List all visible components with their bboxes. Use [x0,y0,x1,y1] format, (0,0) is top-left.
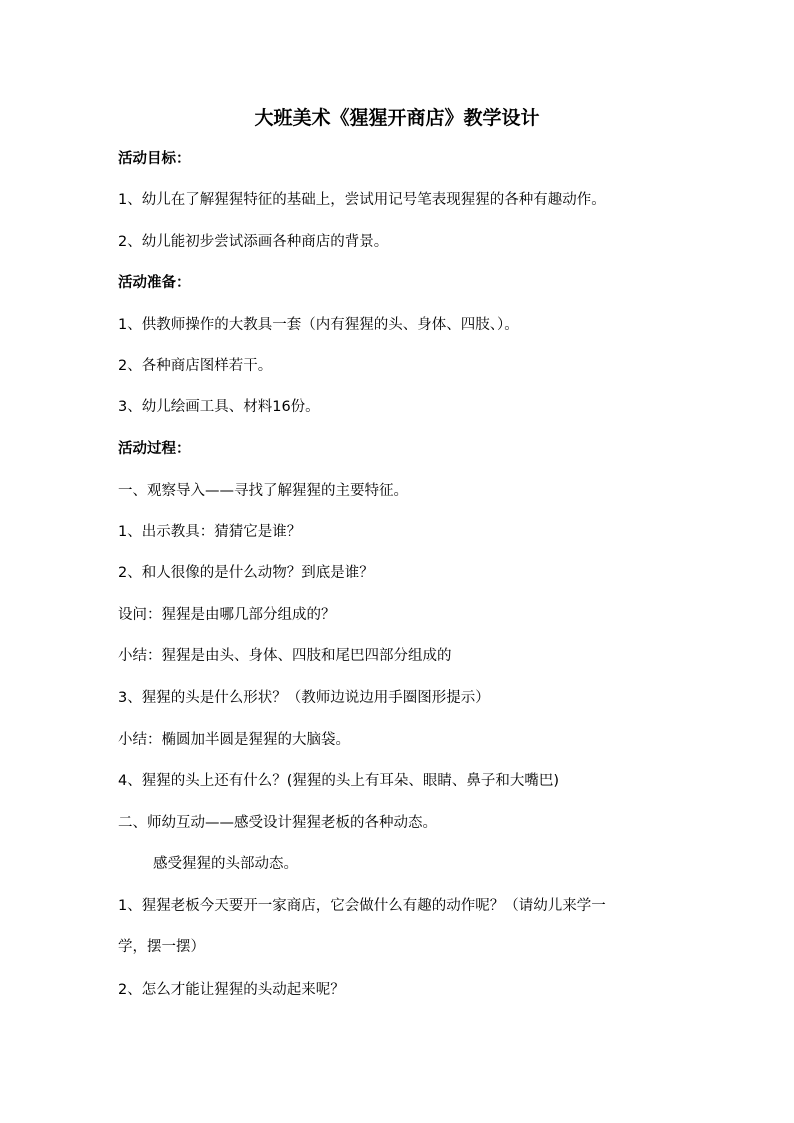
process-step-1-1: 1、出示教具：猜猜它是谁？ [118,524,302,540]
goal-item-2: 2、幼儿能初步尝试添画各种商店的背景。 [118,234,389,250]
document-title: 大班美术《猩猩开商店》教学设计 [254,107,540,129]
prep-item-1: 1、供教师操作的大教具一套（内有猩猩的头、身体、四肢、）。 [118,317,519,333]
prep-item-2: 2、各种商店图样若干。 [118,358,273,374]
goal-item-1: 1、幼儿在了解猩猩特征的基础上，尝试用记号笔表现猩猩的各种有趣动作。 [118,192,606,208]
process-question-1: 设问：猩猩是由哪几部分组成的？ [118,607,336,623]
process-part-1: 一、观察导入——寻找了解猩猩的主要特征。 [118,483,408,499]
process-step-2-2: 2、怎么才能让猩猩的头动起来呢？ [118,982,345,998]
process-sub-heading: 感受猩猩的头部动态。 [153,856,298,872]
process-summary-1: 小结：猩猩是由头、身体、四肢和尾巴四部分组成的 [118,648,452,664]
process-step-1-4: 4、猩猩的头上还有什么？(猩猩的头上有耳朵、眼睛、鼻子和大嘴巴) [118,773,560,789]
process-step-1-2: 2、和人很像的是什么动物？到底是谁？ [118,565,374,581]
process-summary-2: 小结：椭圆加半圆是猩猩的大脑袋。 [118,732,350,748]
prep-item-3: 3、幼儿绘画工具、材料16份。 [118,399,320,415]
process-step-2-1-line-2: 学，摆一摆） [118,939,205,955]
process-step-1-3: 3、猩猩的头是什么形状？（教师边说边用手圈图形提示） [118,690,490,706]
prep-heading: 活动准备： [118,274,191,291]
process-part-2: 二、师幼互动——感受设计猩猩老板的各种动态。 [118,815,437,831]
process-step-2-1-line-1: 1、猩猩老板今天要开一家商店，它会做什么有趣的动作呢？（请幼儿来学一 [118,898,606,914]
process-heading: 活动过程： [118,440,191,457]
goals-heading: 活动目标： [118,150,191,167]
